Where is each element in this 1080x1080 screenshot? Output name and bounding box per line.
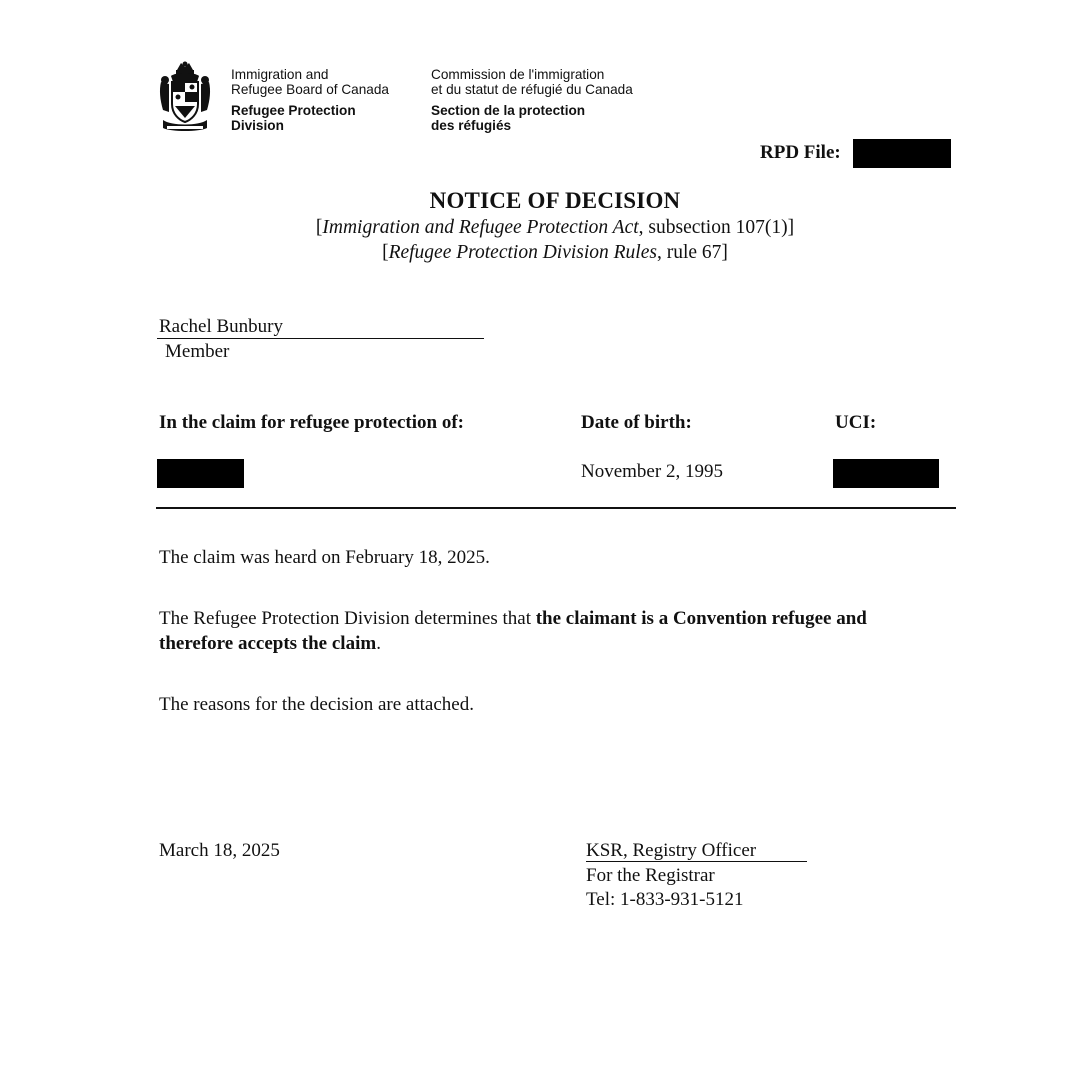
determination-prefix: The Refugee Protection Division determines that [159, 608, 536, 629]
org-name-en-line1: Immigration and [231, 67, 329, 82]
determination-suffix: . [376, 633, 381, 654]
division-en-line1: Refugee Protection [231, 103, 356, 118]
uci-redaction [833, 459, 939, 488]
rpd-file-redaction [853, 139, 951, 168]
statute-citation-open: [ [315, 217, 323, 238]
rpd-file-label: RPD File: [760, 142, 841, 163]
determination-line2 [159, 633, 381, 655]
claimant-label: In the claim for refugee protection of: [159, 412, 464, 433]
uci-label: UCI: [835, 412, 877, 433]
org-name-en-line2: Refugee Board of Canada [231, 82, 389, 97]
registry-officer: KSR, Registry Officer [586, 840, 757, 861]
member-signature-line [157, 338, 484, 339]
dob-value: November 2, 1995 [581, 461, 723, 482]
division-fr-line2: des réfugiés [431, 118, 512, 133]
member-role: Member [165, 341, 230, 362]
org-name-fr-line1: Commission de l'immigration [431, 67, 605, 82]
determination-outcome: the claimant is a Convention refugee and [535, 608, 867, 629]
rules-citation [0, 242, 1080, 264]
determination-line1 [159, 608, 867, 630]
telephone: Tel: 1-833-931-5121 [586, 889, 744, 910]
statute-citation [0, 217, 1080, 239]
page-title: NOTICE OF DECISION [429, 188, 681, 213]
section-divider [156, 507, 956, 509]
determination-outcome-cont: therefore accepts the claim [159, 633, 377, 654]
rules-name: Refugee Protection Division Rules [388, 242, 657, 263]
division-en-line2: Division [231, 118, 284, 133]
coat-of-arms-icon [157, 60, 213, 134]
org-name-fr-line2: et du statut de réfugié du Canada [431, 82, 633, 97]
dob-label: Date of birth: [581, 412, 692, 433]
rules-citation-open: [ [382, 242, 389, 263]
officer-signature-line [586, 861, 807, 862]
member-name: Rachel Bunbury [159, 316, 284, 337]
division-fr-line1: Section de la protection [431, 103, 586, 118]
for-registrar: For the Registrar [586, 865, 715, 886]
decision-date: March 18, 2025 [159, 840, 280, 861]
claimant-name-redaction [157, 459, 244, 488]
hearing-date-text: The claim was heard on February 18, 2025. [159, 547, 490, 568]
rules-section: , rule 67] [656, 242, 728, 263]
statute-section: , subsection 107(1)] [638, 217, 795, 238]
reasons-text: The reasons for the decision are attached. [159, 694, 474, 715]
statute-name: Immigration and Refugee Protection Act [322, 217, 639, 238]
